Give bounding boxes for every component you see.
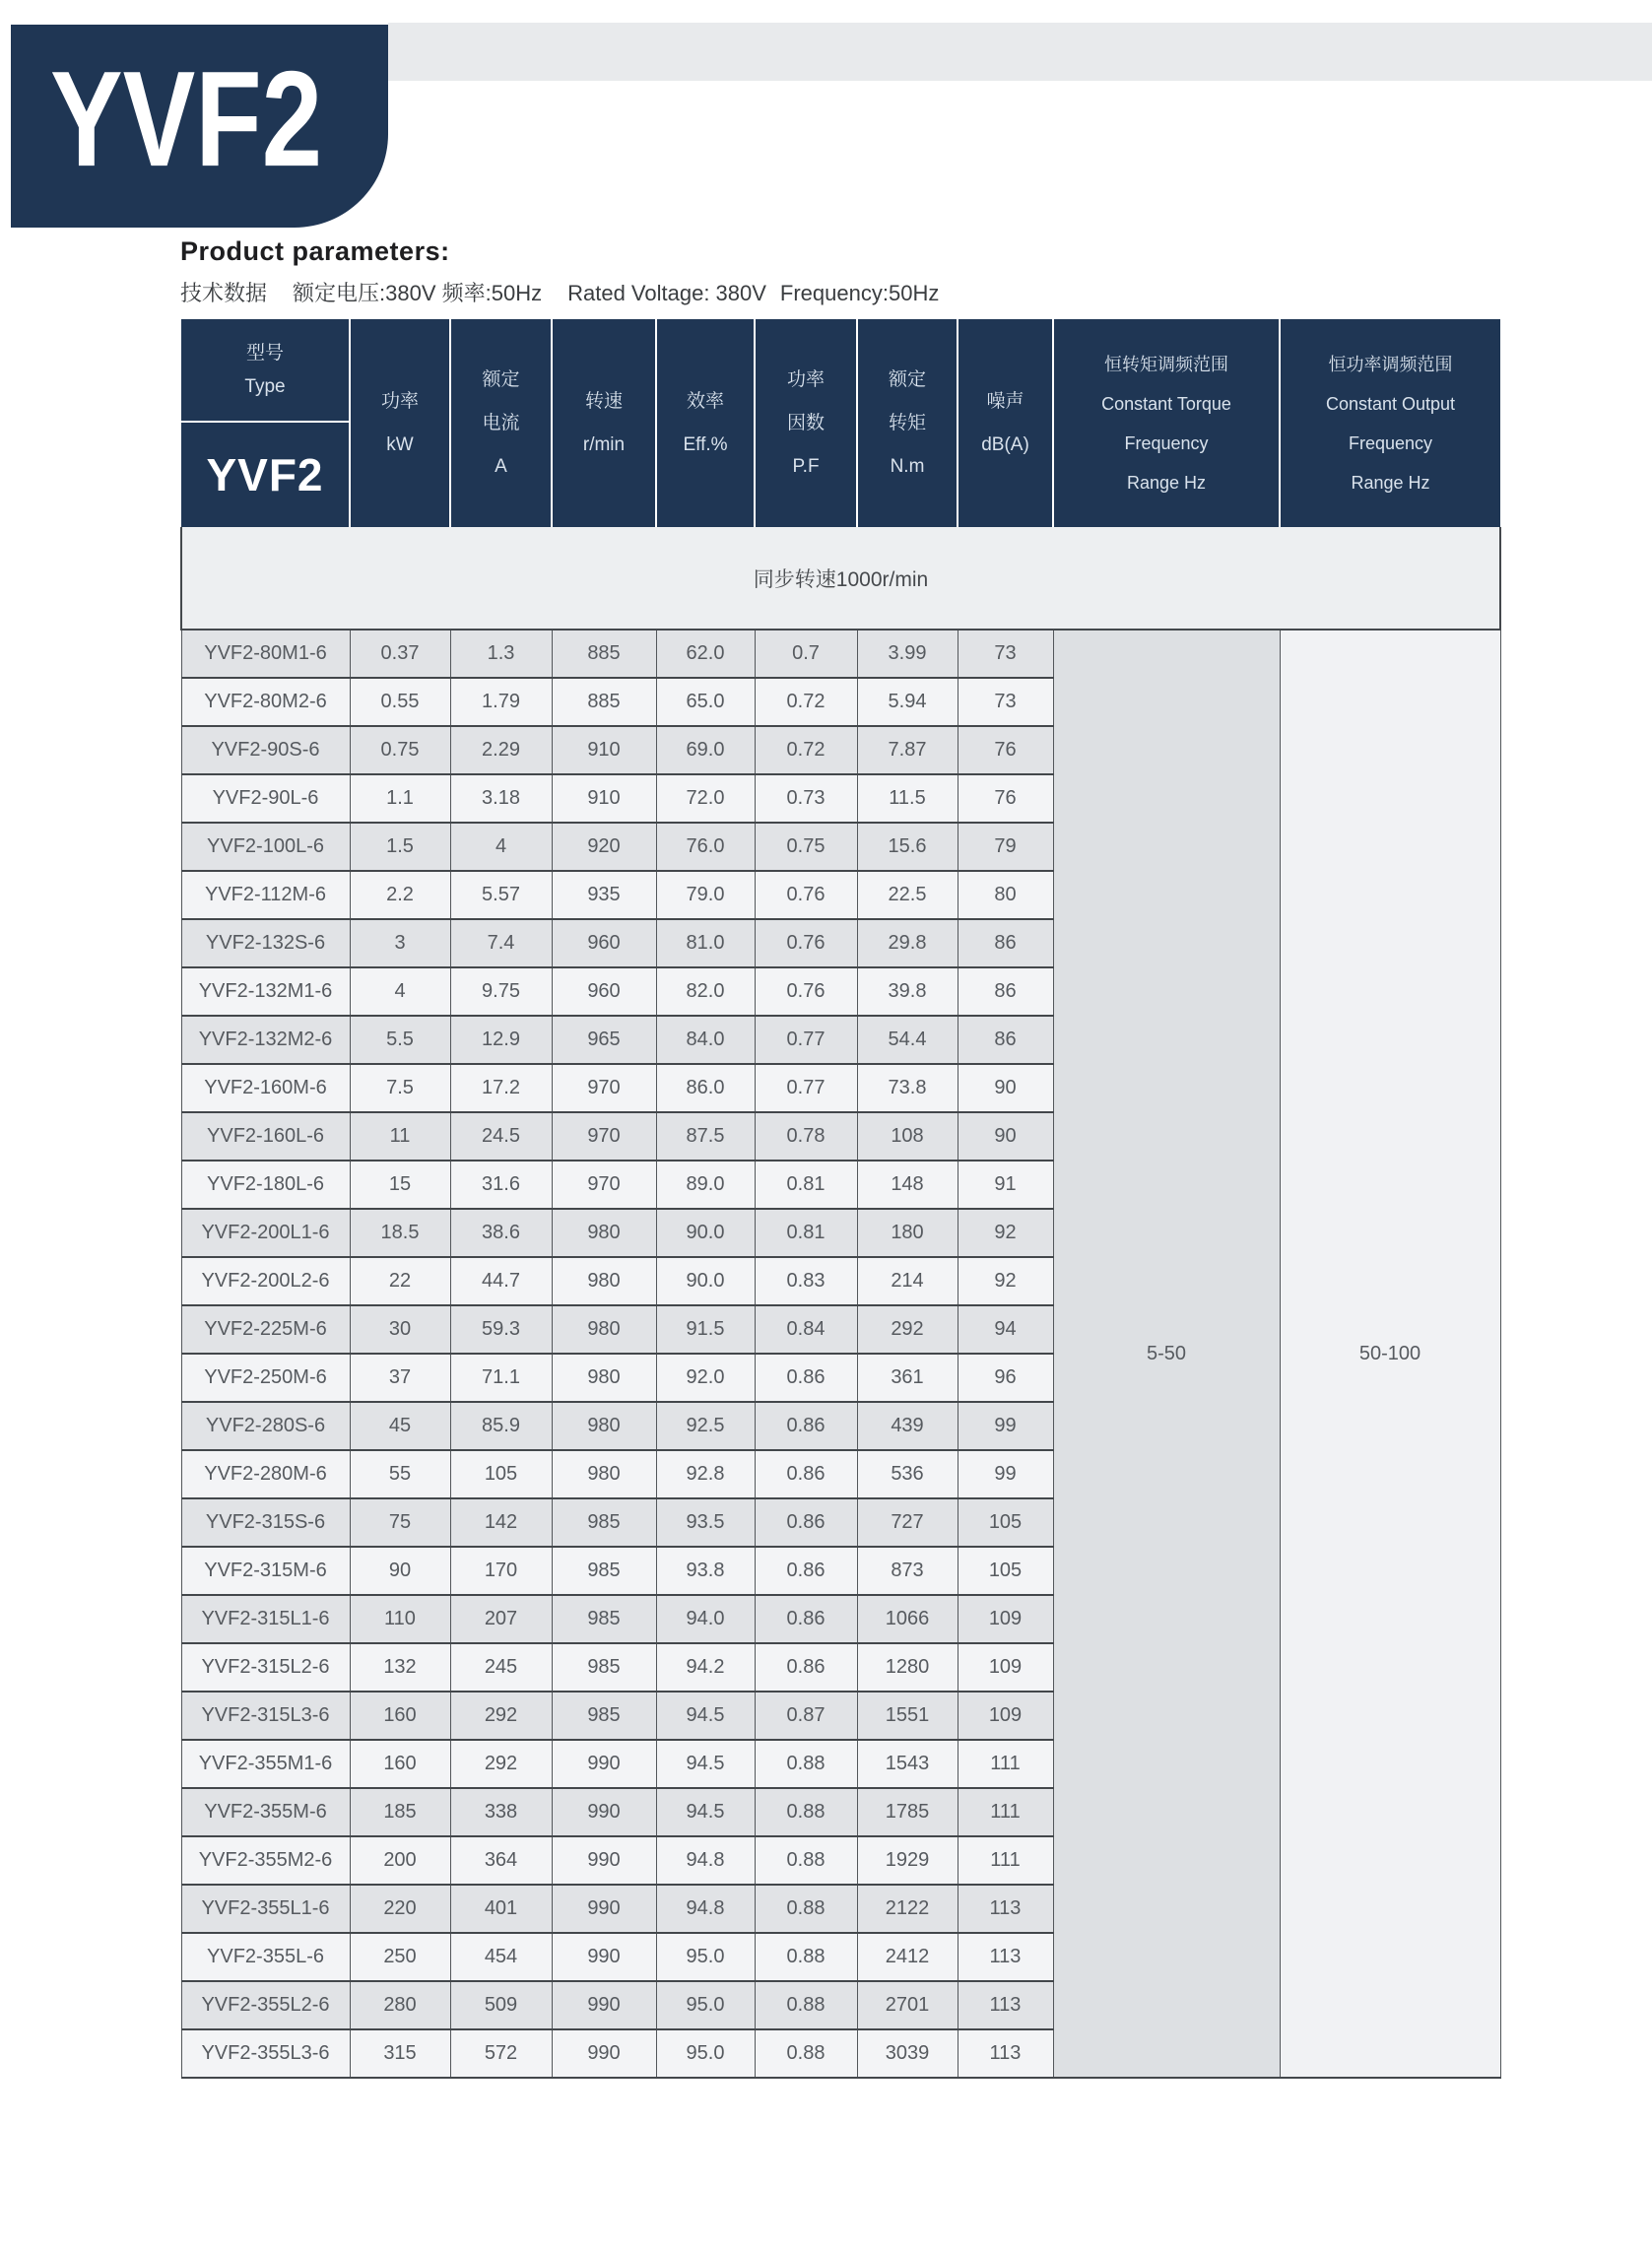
value-cell: 180: [857, 1209, 958, 1257]
value-cell: 0.55: [350, 678, 450, 726]
value-cell: 18.5: [350, 1209, 450, 1257]
model-cell: YVF2-112M-6: [181, 871, 350, 919]
value-cell: 0.76: [755, 967, 857, 1016]
value-cell: 454: [450, 1933, 552, 1981]
value-cell: 980: [552, 1305, 656, 1354]
value-cell: 965: [552, 1016, 656, 1064]
model-cell: YVF2-90S-6: [181, 726, 350, 774]
model-cell: YVF2-315S-6: [181, 1498, 350, 1547]
value-cell: 4: [450, 823, 552, 871]
header-line: kW: [386, 433, 414, 455]
column-header-output-range: [1280, 319, 1500, 527]
value-cell: 1.79: [450, 678, 552, 726]
model-cell: YVF2-100L-6: [181, 823, 350, 871]
column-header-type: [181, 319, 350, 527]
sync-speed-row: [181, 527, 1500, 630]
value-cell: 0.88: [755, 2029, 857, 2078]
value-cell: 920: [552, 823, 656, 871]
value-cell: 73.8: [857, 1064, 958, 1112]
value-cell: 935: [552, 871, 656, 919]
value-cell: 90: [958, 1112, 1053, 1161]
value-cell: 990: [552, 1740, 656, 1788]
value-cell: 99: [958, 1402, 1053, 1450]
value-cell: 0.88: [755, 1836, 857, 1885]
value-cell: 91.5: [656, 1305, 755, 1354]
value-cell: 3.99: [857, 630, 958, 678]
value-cell: 93.5: [656, 1498, 755, 1547]
value-cell: 95.0: [656, 2029, 755, 2078]
value-cell: 873: [857, 1547, 958, 1595]
value-cell: 990: [552, 1933, 656, 1981]
value-cell: 1929: [857, 1836, 958, 1885]
model-cell: YVF2-200L2-6: [181, 1257, 350, 1305]
value-cell: 170: [450, 1547, 552, 1595]
value-cell: 910: [552, 774, 656, 823]
value-cell: 105: [958, 1498, 1053, 1547]
column-header-torque-range: [1053, 319, 1280, 527]
value-cell: 37: [350, 1354, 450, 1402]
value-cell: 111: [958, 1836, 1053, 1885]
value-cell: 9.75: [450, 967, 552, 1016]
value-cell: 94.8: [656, 1836, 755, 1885]
value-cell: 142: [450, 1498, 552, 1547]
value-cell: 11: [350, 1112, 450, 1161]
value-cell: 0.75: [350, 726, 450, 774]
value-cell: 15.6: [857, 823, 958, 871]
value-cell: 1.1: [350, 774, 450, 823]
header-line: 功率: [786, 368, 825, 390]
value-cell: 76: [958, 774, 1053, 823]
value-cell: 980: [552, 1257, 656, 1305]
value-cell: 7.5: [350, 1064, 450, 1112]
model-cell: YVF2-132M2-6: [181, 1016, 350, 1064]
value-cell: 105: [958, 1547, 1053, 1595]
value-cell: 31.6: [450, 1161, 552, 1209]
value-cell: 2122: [857, 1885, 958, 1933]
value-cell: 960: [552, 967, 656, 1016]
value-cell: 990: [552, 1788, 656, 1836]
model-cell: YVF2-355L1-6: [181, 1885, 350, 1933]
value-cell: 92.5: [656, 1402, 755, 1450]
value-cell: 364: [450, 1836, 552, 1885]
value-cell: 82.0: [656, 967, 755, 1016]
value-cell: 885: [552, 678, 656, 726]
value-cell: 0.81: [755, 1209, 857, 1257]
column-header-rated-current: [450, 319, 552, 527]
model-cell: YVF2-355L2-6: [181, 1981, 350, 2029]
value-cell: 960: [552, 919, 656, 967]
type-label-zh: 型号: [245, 342, 284, 364]
header-line: 电流: [482, 412, 520, 433]
value-cell: 2701: [857, 1981, 958, 2029]
value-cell: 160: [350, 1692, 450, 1740]
value-cell: 72.0: [656, 774, 755, 823]
value-cell: 90: [350, 1547, 450, 1595]
value-cell: 73: [958, 630, 1053, 678]
model-cell: YVF2-160L-6: [181, 1112, 350, 1161]
value-cell: 980: [552, 1209, 656, 1257]
value-cell: 86.0: [656, 1064, 755, 1112]
value-cell: 0.83: [755, 1257, 857, 1305]
value-cell: 113: [958, 1933, 1053, 1981]
model-cell: YVF2-280M-6: [181, 1450, 350, 1498]
value-cell: 207: [450, 1595, 552, 1643]
value-cell: 0.81: [755, 1161, 857, 1209]
column-header-rated-torque: [857, 319, 958, 527]
value-cell: 65.0: [656, 678, 755, 726]
value-cell: 0.88: [755, 1885, 857, 1933]
value-cell: 990: [552, 1836, 656, 1885]
value-cell: 94.5: [656, 1788, 755, 1836]
model-cell: YVF2-80M2-6: [181, 678, 350, 726]
header-line: Range Hz: [1351, 472, 1430, 493]
model-cell: YVF2-280S-6: [181, 1402, 350, 1450]
value-cell: 71.1: [450, 1354, 552, 1402]
value-cell: 92: [958, 1209, 1053, 1257]
model-cell: YVF2-160M-6: [181, 1064, 350, 1112]
brand-badge-title: YVF2: [50, 43, 323, 196]
model-cell: YVF2-315L3-6: [181, 1692, 350, 1740]
value-cell: 401: [450, 1885, 552, 1933]
model-cell: YVF2-315L2-6: [181, 1643, 350, 1692]
value-cell: 81.0: [656, 919, 755, 967]
value-cell: 45: [350, 1402, 450, 1450]
value-cell: 86: [958, 967, 1053, 1016]
type-header-brand: [181, 423, 349, 527]
value-cell: 0.88: [755, 1788, 857, 1836]
value-cell: 94.5: [656, 1692, 755, 1740]
value-cell: 92.8: [656, 1450, 755, 1498]
value-cell: 985: [552, 1692, 656, 1740]
value-cell: 92.0: [656, 1354, 755, 1402]
value-cell: 0.86: [755, 1402, 857, 1450]
subtitle-en-voltage: Rated Voltage: 380V: [567, 281, 766, 305]
header-line: 噪声: [986, 390, 1024, 412]
value-cell: 0.86: [755, 1354, 857, 1402]
model-cell: YVF2-315M-6: [181, 1547, 350, 1595]
value-cell: 76.0: [656, 823, 755, 871]
value-cell: 90: [958, 1064, 1053, 1112]
model-cell: YVF2-355M1-6: [181, 1740, 350, 1788]
header-line: 恒功率调频范围: [1328, 354, 1453, 374]
value-cell: 985: [552, 1643, 656, 1692]
value-cell: 62.0: [656, 630, 755, 678]
value-cell: 727: [857, 1498, 958, 1547]
value-cell: 0.88: [755, 1740, 857, 1788]
type-header-labels: [181, 319, 349, 423]
value-cell: 250: [350, 1933, 450, 1981]
value-cell: 76: [958, 726, 1053, 774]
value-cell: 0.76: [755, 919, 857, 967]
value-cell: 94.2: [656, 1643, 755, 1692]
page-title: Product parameters:: [180, 236, 450, 266]
header-line: Eff.%: [683, 433, 728, 455]
value-cell: 96: [958, 1354, 1053, 1402]
value-cell: 338: [450, 1788, 552, 1836]
value-cell: 970: [552, 1161, 656, 1209]
value-cell: 0.76: [755, 871, 857, 919]
value-cell: 86: [958, 1016, 1053, 1064]
value-cell: 985: [552, 1498, 656, 1547]
header-line: Frequency: [1124, 432, 1209, 453]
model-cell: YVF2-132S-6: [181, 919, 350, 967]
value-cell: 110: [350, 1595, 450, 1643]
value-cell: 0.37: [350, 630, 450, 678]
value-cell: 3: [350, 919, 450, 967]
value-cell: 99: [958, 1450, 1053, 1498]
table-row: [181, 630, 1500, 678]
top-accent-bar: [388, 23, 1652, 81]
subtitle-zh-label: 技术数据: [180, 281, 268, 305]
value-cell: 990: [552, 2029, 656, 2078]
column-header-power-factor: [755, 319, 857, 527]
header-line: 转矩: [888, 412, 926, 433]
value-cell: 80: [958, 871, 1053, 919]
value-cell: 94.8: [656, 1885, 755, 1933]
value-cell: 39.8: [857, 967, 958, 1016]
value-cell: 220: [350, 1885, 450, 1933]
header-line: 额定: [888, 368, 926, 390]
value-cell: 79: [958, 823, 1053, 871]
value-cell: 95.0: [656, 1933, 755, 1981]
value-cell: 0.86: [755, 1547, 857, 1595]
header-line: 功率: [380, 390, 419, 412]
value-cell: 2412: [857, 1933, 958, 1981]
value-cell: 5.57: [450, 871, 552, 919]
value-cell: 1.5: [350, 823, 450, 871]
value-cell: 111: [958, 1740, 1053, 1788]
header-line: A: [495, 455, 507, 477]
model-cell: YVF2-180L-6: [181, 1161, 350, 1209]
value-cell: 439: [857, 1402, 958, 1450]
value-cell: 0.86: [755, 1643, 857, 1692]
value-cell: 0.72: [755, 678, 857, 726]
value-cell: 108: [857, 1112, 958, 1161]
value-cell: 1543: [857, 1740, 958, 1788]
value-cell: 292: [857, 1305, 958, 1354]
value-cell: 54.4: [857, 1016, 958, 1064]
value-cell: 0.86: [755, 1450, 857, 1498]
value-cell: 109: [958, 1692, 1053, 1740]
value-cell: 292: [450, 1692, 552, 1740]
value-cell: 55: [350, 1450, 450, 1498]
value-cell: 84.0: [656, 1016, 755, 1064]
value-cell: 93.8: [656, 1547, 755, 1595]
value-cell: 86: [958, 919, 1053, 967]
header-line: Range Hz: [1126, 472, 1207, 493]
value-cell: 11.5: [857, 774, 958, 823]
value-cell: 5.94: [857, 678, 958, 726]
model-cell: YVF2-355M2-6: [181, 1836, 350, 1885]
value-cell: 970: [552, 1064, 656, 1112]
model-cell: YVF2-90L-6: [181, 774, 350, 823]
sync-speed-label: 同步转速1000r/min: [181, 527, 1500, 630]
header-line: 效率: [686, 390, 724, 412]
value-cell: 29.8: [857, 919, 958, 967]
model-cell: YVF2-200L1-6: [181, 1209, 350, 1257]
value-cell: 361: [857, 1354, 958, 1402]
value-cell: 1785: [857, 1788, 958, 1836]
value-cell: 105: [450, 1450, 552, 1498]
header-line: 因数: [786, 412, 825, 433]
value-cell: 87.5: [656, 1112, 755, 1161]
value-cell: 980: [552, 1450, 656, 1498]
value-cell: 3.18: [450, 774, 552, 823]
header-line: 额定: [482, 368, 520, 390]
value-cell: 90.0: [656, 1209, 755, 1257]
value-cell: 0.77: [755, 1064, 857, 1112]
value-cell: 7.4: [450, 919, 552, 967]
value-cell: 1.3: [450, 630, 552, 678]
subtitle-zh-spec: 额定电压:380V 频率:50Hz: [293, 281, 543, 305]
header-line: 转速: [584, 390, 623, 412]
value-cell: 0.84: [755, 1305, 857, 1354]
value-cell: 30: [350, 1305, 450, 1354]
value-cell: 12.9: [450, 1016, 552, 1064]
value-cell: 980: [552, 1402, 656, 1450]
value-cell: 79.0: [656, 871, 755, 919]
value-cell: 0.86: [755, 1498, 857, 1547]
header-line: dB(A): [981, 433, 1029, 455]
value-cell: 985: [552, 1595, 656, 1643]
value-cell: 160: [350, 1740, 450, 1788]
value-cell: 148: [857, 1161, 958, 1209]
value-cell: 1066: [857, 1595, 958, 1643]
value-cell: 0.87: [755, 1692, 857, 1740]
value-cell: 1280: [857, 1643, 958, 1692]
model-cell: YVF2-315L1-6: [181, 1595, 350, 1643]
value-cell: 0.88: [755, 1981, 857, 2029]
type-label-en: Type: [244, 375, 286, 397]
value-cell: 73: [958, 678, 1053, 726]
model-cell: YVF2-250M-6: [181, 1354, 350, 1402]
value-cell: 0.78: [755, 1112, 857, 1161]
value-cell: 2.29: [450, 726, 552, 774]
value-cell: 509: [450, 1981, 552, 2029]
value-cell: 0.77: [755, 1016, 857, 1064]
value-cell: 38.6: [450, 1209, 552, 1257]
value-cell: 113: [958, 1885, 1053, 1933]
table-body: [181, 630, 1500, 2078]
model-cell: YVF2-355L3-6: [181, 2029, 350, 2078]
value-cell: 15: [350, 1161, 450, 1209]
subtitle-en-frequency: Frequency:50Hz: [779, 281, 940, 305]
value-cell: 17.2: [450, 1064, 552, 1112]
value-cell: 0.72: [755, 726, 857, 774]
model-cell: YVF2-132M1-6: [181, 967, 350, 1016]
value-cell: 0.86: [755, 1595, 857, 1643]
value-cell: 1551: [857, 1692, 958, 1740]
header-line: P.F: [792, 455, 820, 477]
value-cell: 94.0: [656, 1595, 755, 1643]
header-line: 恒转矩调频范围: [1104, 354, 1228, 374]
header-line: r/min: [582, 433, 626, 455]
value-cell: 3039: [857, 2029, 958, 2078]
value-cell: 2.2: [350, 871, 450, 919]
value-cell: 980: [552, 1354, 656, 1402]
model-cell: YVF2-80M1-6: [181, 630, 350, 678]
value-cell: 111: [958, 1788, 1053, 1836]
value-cell: 214: [857, 1257, 958, 1305]
value-cell: 109: [958, 1595, 1053, 1643]
value-cell: 985: [552, 1547, 656, 1595]
value-cell: 4: [350, 967, 450, 1016]
value-cell: 89.0: [656, 1161, 755, 1209]
merged-cell-torque-range: 5-50: [1053, 630, 1280, 2078]
value-cell: 132: [350, 1643, 450, 1692]
value-cell: 185: [350, 1788, 450, 1836]
value-cell: 0.7: [755, 630, 857, 678]
value-cell: 59.3: [450, 1305, 552, 1354]
value-cell: 536: [857, 1450, 958, 1498]
value-cell: 113: [958, 2029, 1053, 2078]
value-cell: 90.0: [656, 1257, 755, 1305]
header-line: Constant Output: [1325, 393, 1456, 414]
value-cell: 315: [350, 2029, 450, 2078]
value-cell: 92: [958, 1257, 1053, 1305]
value-cell: 94: [958, 1305, 1053, 1354]
column-header-power: [350, 319, 450, 527]
value-cell: 95.0: [656, 1981, 755, 2029]
column-header-efficiency: [656, 319, 755, 527]
value-cell: 280: [350, 1981, 450, 2029]
column-header-noise: [958, 319, 1053, 527]
spec-table: [180, 319, 1501, 2079]
value-cell: 5.5: [350, 1016, 450, 1064]
value-cell: 94.5: [656, 1740, 755, 1788]
value-cell: 75: [350, 1498, 450, 1547]
column-header-speed: [552, 319, 656, 527]
value-cell: 245: [450, 1643, 552, 1692]
value-cell: 109: [958, 1643, 1053, 1692]
value-cell: 292: [450, 1740, 552, 1788]
header-line: N.m: [890, 455, 925, 477]
value-cell: 22: [350, 1257, 450, 1305]
model-cell: YVF2-225M-6: [181, 1305, 350, 1354]
value-cell: 910: [552, 726, 656, 774]
value-cell: 7.87: [857, 726, 958, 774]
value-cell: 0.88: [755, 1933, 857, 1981]
value-cell: 22.5: [857, 871, 958, 919]
header-line: Constant Torque: [1101, 393, 1231, 414]
value-cell: 990: [552, 1981, 656, 2029]
table-header-row: [181, 319, 1500, 527]
value-cell: 0.75: [755, 823, 857, 871]
spec-subtitle: [180, 277, 939, 307]
value-cell: 572: [450, 2029, 552, 2078]
value-cell: 44.7: [450, 1257, 552, 1305]
value-cell: 113: [958, 1981, 1053, 2029]
value-cell: 0.73: [755, 774, 857, 823]
header-line: Frequency: [1348, 432, 1433, 453]
value-cell: 69.0: [656, 726, 755, 774]
model-cell: YVF2-355L-6: [181, 1933, 350, 1981]
value-cell: 85.9: [450, 1402, 552, 1450]
brand-badge: [11, 25, 388, 228]
value-cell: 885: [552, 630, 656, 678]
value-cell: 91: [958, 1161, 1053, 1209]
value-cell: 990: [552, 1885, 656, 1933]
value-cell: 24.5: [450, 1112, 552, 1161]
merged-cell-output-range: 50-100: [1280, 630, 1500, 2078]
brand-label: YVF2: [206, 449, 324, 500]
value-cell: 200: [350, 1836, 450, 1885]
value-cell: 970: [552, 1112, 656, 1161]
model-cell: YVF2-355M-6: [181, 1788, 350, 1836]
